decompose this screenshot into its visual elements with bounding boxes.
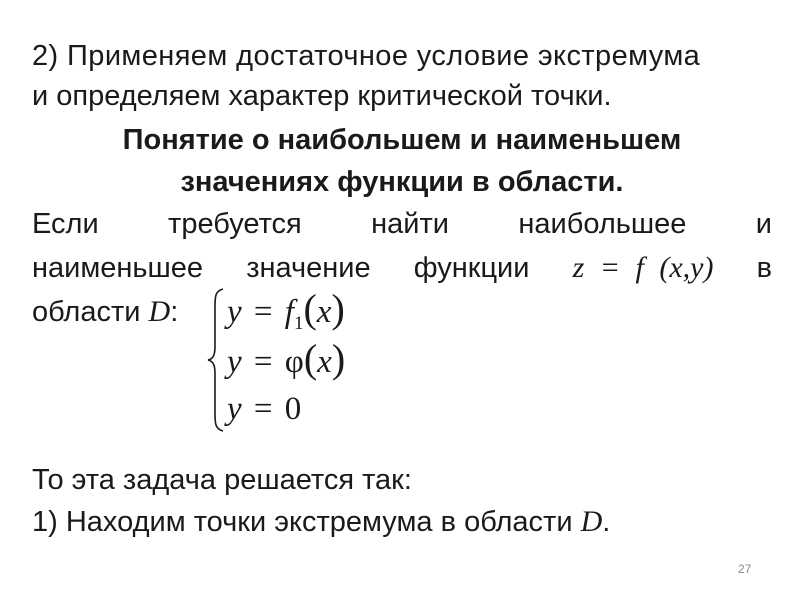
function-formula: z = f (x,y)	[572, 251, 714, 284]
equation-1: $y = f_1(x)$	[227, 286, 345, 334]
word: наименьшее	[32, 252, 204, 284]
word: Если	[32, 208, 99, 240]
equation-2: y = φ(x)	[227, 336, 346, 381]
step1-period: .	[602, 506, 611, 538]
word: области	[32, 296, 141, 328]
eq2-equals: =	[253, 344, 273, 380]
word: требуется	[168, 208, 302, 240]
eq3-rhs: 0	[284, 391, 302, 427]
text-line-2-content: и определяем характер критической точки.	[32, 80, 612, 112]
step1-region-variable: D	[580, 505, 603, 538]
equation-system	[205, 285, 405, 435]
eq3-lhs: y	[227, 391, 242, 427]
region-variable: D	[148, 295, 171, 328]
section-heading-line-2: значениях функции в области.	[180, 166, 624, 198]
section-heading-line-1: Понятие о наибольшем и наименьшем	[122, 124, 682, 156]
equation-3	[227, 389, 301, 429]
text-line-1-content: 2) Применяем достаточное условие экстремума	[32, 40, 701, 72]
text-line-then	[32, 460, 772, 500]
eq1-arg: x	[316, 294, 332, 330]
text-line-1	[32, 36, 772, 76]
word: найти	[371, 208, 449, 240]
word: наибольшее	[518, 208, 687, 240]
step1-text: 1) Находим точки экстремума в области	[32, 506, 581, 538]
eq2-arg: x	[317, 344, 332, 380]
eq1-func: f	[284, 294, 294, 330]
text-line-step1	[32, 502, 772, 542]
paragraph-line-1	[32, 204, 772, 244]
left-brace-icon	[205, 285, 227, 435]
eq3-equals: =	[253, 391, 273, 427]
eq2-func: φ	[284, 344, 304, 380]
eq1-subscript: 1	[293, 313, 304, 334]
colon: :	[170, 296, 179, 328]
eq2-lhs: y	[227, 344, 242, 380]
word: значение	[246, 252, 371, 284]
text-line-2	[32, 76, 772, 116]
paragraph-line-2	[32, 248, 772, 288]
page-number: 27	[738, 562, 752, 576]
eq1-equals: =	[253, 294, 273, 330]
word: функции	[413, 252, 530, 284]
word: и	[755, 208, 772, 240]
word: в	[756, 252, 772, 284]
eq1-lhs: y	[227, 294, 242, 330]
text-line-then-content: То эта задача решается так:	[32, 464, 412, 496]
